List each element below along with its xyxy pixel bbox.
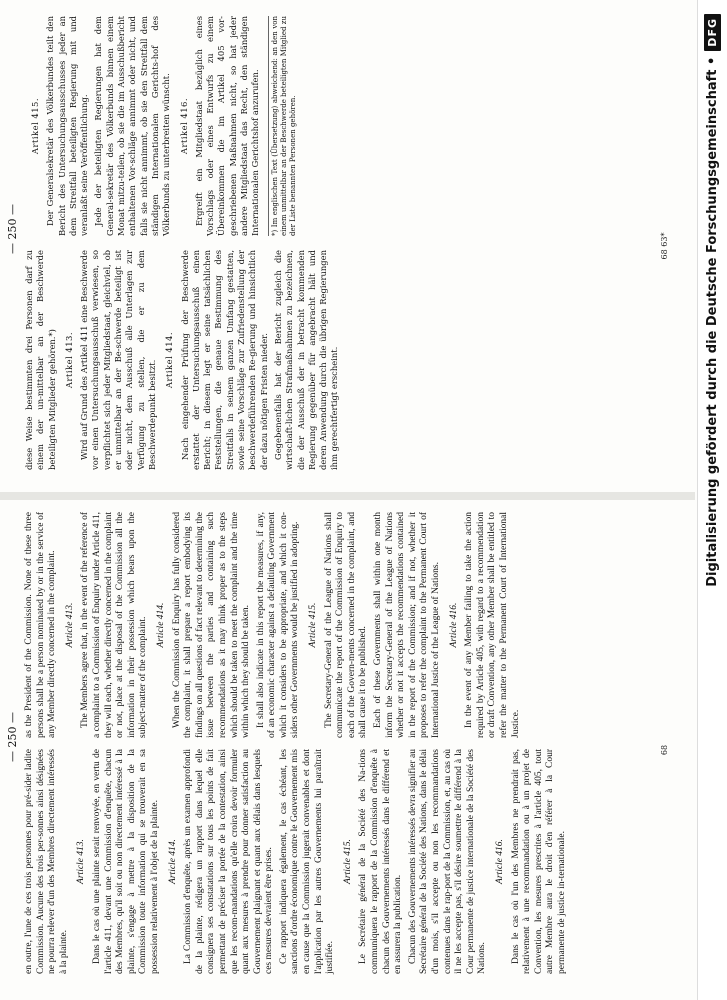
article-heading: Artikel 415. xyxy=(30,97,40,155)
paragraph: Ergreift ein Mitgliedstaat bezüglich eines Vorschlags oder eines Entwurfs zu einem Übereinkommen die im Artikel 405 vor-geschriebenen Maßnahmen nicht, so hat jeder andere Mitgliedstaat das Recht, den ständigen Internationalen Gerichtshof anzurufen. xyxy=(193,16,261,236)
paragraph: Der Generalsekretär des Völkerbundes teilt den Bericht des Untersuchungsausschusses jeder an dem Streitfall beteiligten Regierung mit und veranlaßt seine Veröffentlichung. xyxy=(45,16,90,236)
paragraph: en outre, l'une de ces trois personnes pour pré-sider ladite Commission. Aucune des trois per-sonnes ainsi désignées ne pourra relever d'un des Membres directement intéressés à la plainte. xyxy=(24,749,69,974)
paragraph: Chacun des Gouvernements intéressés devra signifier au Secrétaire général de la Société des Nations, dans le délai d'un mois, s'il accepte ou non les recommandations contenues dans le rap-port de la Commission, et, au cas où il ne les accepte pas, s'il désire soumettre le différend à la Cour permanente de justice internationale de la Société des Nations. xyxy=(407,749,488,974)
footnote: *) Im englischen Text (Übersetzung) abweichend: an den von einem unmittelbar an der Beschwerde beteiligten Mitglied zu der Liste benannten Personen gehören. xyxy=(268,16,298,236)
page-number: — 250 — xyxy=(6,204,19,254)
french-column xyxy=(24,749,572,974)
banner-text: Digitalisierung gefördert durch die Deutsche Forschungsgemeinschaft • xyxy=(705,56,720,587)
left-page xyxy=(0,500,695,1000)
paragraph: When the Commission of Enquiry has fully considered the complaint, it shall prepare a report embodying its findings on all questions of fact relevant to determining the issue between the parties and containing such recommendations as it may think proper as to the steps which should be taken to meet the complaint and the time within which they should be taken. xyxy=(171,512,252,738)
paragraph: Jede der beteiligten Regierungen hat dem General-sekretär des Völkerbunds binnen einem Monat mitzu-teilen, ob sie die im Ausschußbericht enthaltenen Vor-schläge annimmt oder nicht, und falls sie nicht annimmt, ob sie den Streitfall dem ständigen Internationalen Gerichts-hof des Völkerbunds zu unterbreiten wünscht. xyxy=(93,16,172,236)
paragraph: La Commission d'enquête, après un examen approfondi de la plainte, rédigera un rapport dans lequel elle consignera ses constatations sur tous les points de fait permettant de préciser la portée de la contestation, ainsi que les recom-mandations qu'elle croira devoir formuler quant aux mesures à prendre pour donner satisfaction au Gouvernement plaignant et quant aux délais dans lesquels ces mesures devraient être prises. xyxy=(183,749,275,974)
bottom-mark: 68 63* xyxy=(660,232,669,260)
paragraph: Le Secrétaire général de la Société des Na-tions communiquera le rapport de la Commission d'enquête à chacun des Gouvernements intéressés dans le différend et en assurera la publication. xyxy=(358,749,404,974)
paragraph: Nach eingehender Prüfung der Beschwerde erstattet der Untersuchungsausschuß einen Bericht; in diesem legt er seine tatsächlichen Feststellungen, die genaue Bestimmung des Streitfalls in seinem ganzen Umfang gestatten, sowie seine Vorschläge zur Zufriedenstellung der beschwerdeführenden Re-gierung und hinsichtlich der dazu nötigen Fristen nieder. xyxy=(179,250,269,470)
bottom-mark: 68 xyxy=(660,744,669,756)
paragraph: The Secretary-General of the League of Nations shall communicate the report of the Commission of Enquiry to each of the Govern-ments concerned in the complaint, and shall cause it to be published. xyxy=(323,512,369,738)
article-heading: Article 413. xyxy=(76,839,87,884)
paragraph: In the event of any Member failing to take the action required by Article 405, with regard to a recommendation or draft Convention, any other Member shall be entitled to refer the matter to the Permanent Court of International Justice. xyxy=(464,512,521,738)
article-heading: Article 416. xyxy=(448,602,459,648)
article-heading: Article 415. xyxy=(308,602,319,648)
article-heading: Article 414. xyxy=(155,602,166,648)
paragraph: It shall also indicate in this report the measures, if any, of an economic character against a defaulting Government which it considers to be appropriate, and which it con-siders other Governments would be justified in adopting. xyxy=(255,512,301,738)
german-column xyxy=(24,250,344,470)
english-column xyxy=(24,512,525,738)
article-heading: Artikel 413. xyxy=(63,331,74,389)
paragraph: Wird auf Grund des Artikel 411 eine Beschwerde vor einen Untersuchungsausschuß verwiesen, so verpflichtet sich jeder Mitgliedstaat, gleichviel, ob er unmittelbar an der Be-schwerde beteiligt ist oder nicht, dem Ausschuß alle Unterlagen zur Verfügung zu stellen, die er zu dem Beschwerdepunkt besitzt. xyxy=(79,250,157,470)
digitization-banner xyxy=(697,0,727,1000)
paragraph: diese Weise bestimmten drei Personen darf zu einem der un-mittelbar an der Beschwerde beteiligten Mitglieder gehören.*) xyxy=(24,250,57,470)
paragraph: The Members agree that, in the event of the reference of a complaint to a Commission of Enquiry under Article 411, they will each, whether directly concerned in the complaint or not, place at the disposal of the Commission all the information in their possession which bears upon the subject-matter of the complaint. xyxy=(80,512,149,738)
paragraph: Dans le cas où une plainte serait renvoyée, en vertu de l'article 411, devant une Commission d'enquête, chacun des Membres, qu'il soit ou non directement intéressé à la plainte, s'engage à mettre à la disposition de la Commission toute information qui se trouverait en sa possession relativement à l'objet de la plainte. xyxy=(91,749,160,974)
article-heading: Article 413. xyxy=(64,602,75,648)
right-page xyxy=(0,0,695,492)
article-heading: Article 415. xyxy=(342,839,353,884)
paragraph: as the President of the Commission. None of these three persons shall be a person nominated by or in the service of any Member directly concerned in the complaint. xyxy=(24,512,58,738)
page-number: — 250 — xyxy=(6,712,19,762)
article-heading: Article 416. xyxy=(494,839,505,884)
article-heading: Artikel 416. xyxy=(178,97,189,155)
article-heading: Artikel 414. xyxy=(164,331,175,389)
german-column-continued xyxy=(24,16,298,236)
paragraph: Dans le cas où l'un des Membres ne prendrait pas, relativement à une recommandation ou à un projet de Convention, les mesures prescrites à l'article 405, tout autre Membre aura le droit d'en référer à la Cour permanente de justice in-ternationale. xyxy=(510,749,567,974)
book-gutter xyxy=(0,492,695,500)
paragraph: Each of these Governments shall within one month inform the Secretary-General of the League of Nations whether or not it accepts the recommendations contained in the report of the Commission; and if not, whether it proposes to refer the complaint to the Permanent Court of International Justice of the League of Nations. xyxy=(373,512,441,738)
article-heading: Article 414. xyxy=(167,839,178,884)
dfg-logo: DFG xyxy=(704,14,721,51)
paragraph: Ce rapport indiquera également, le cas échéant, les sanctions d'ordre économique contre le Gouvernement mis en cause que la Commission jugerait convenables et dont l'application par les autres Gouvernements lui paraîtrait justifiée. xyxy=(278,749,336,974)
paragraph: Gegebenenfalls hat der Bericht zugleich die wirtschaft-lichen Strafmaßnahmen zu bezeichnen, die der Ausschuß der in betracht kommenden Regierung gegenüber für angebracht hält und deren Anwendung durch die übrigen Regierungen ihm gerechtfertigt erscheint. xyxy=(272,250,340,470)
